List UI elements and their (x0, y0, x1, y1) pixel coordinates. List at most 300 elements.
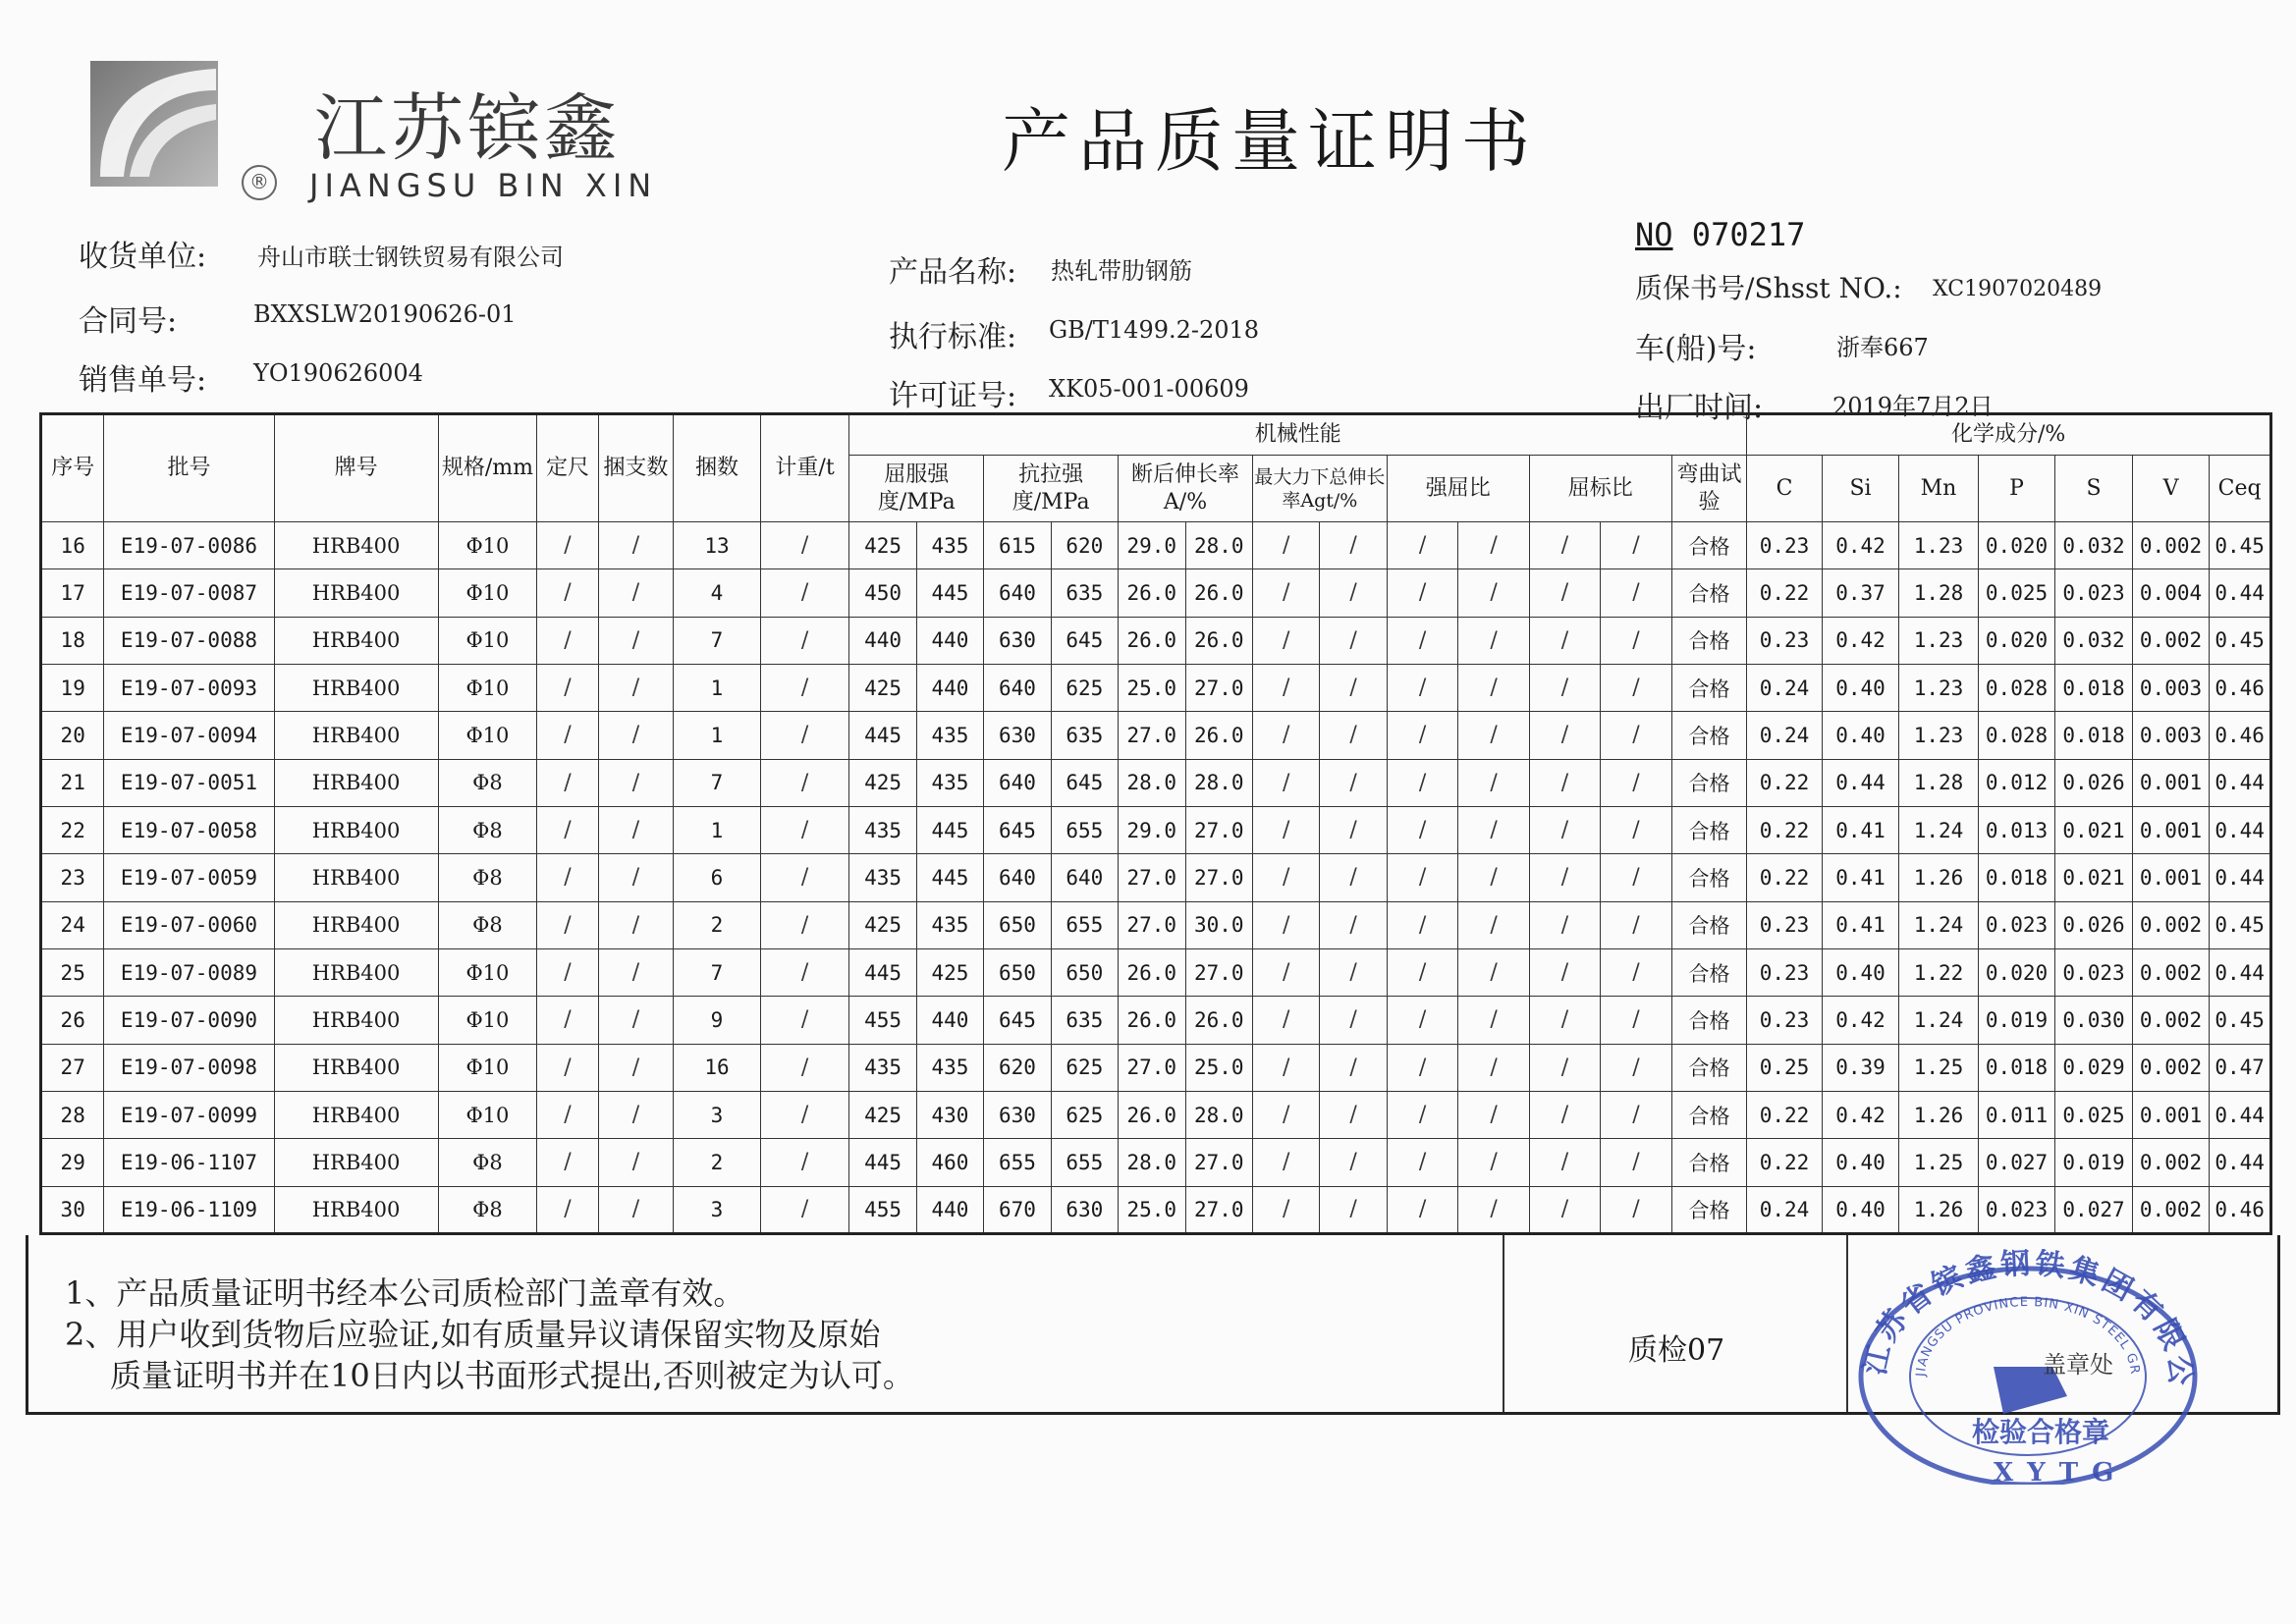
cell-si: 0.40 (1822, 948, 1899, 996)
cell-weight: / (760, 664, 849, 711)
cell-bend: 合格 (1671, 901, 1747, 948)
cell-per-bundle: / (598, 1139, 674, 1186)
cell-slash: / (1387, 901, 1457, 948)
cell-t2: 625 (1051, 1044, 1118, 1091)
cell-p: 0.018 (1978, 854, 2055, 901)
cell-per-bundle: / (598, 759, 674, 806)
cell-bundles: 7 (674, 617, 761, 664)
cell-batch: E19-07-0060 (104, 901, 274, 948)
cell-y2: 435 (916, 1044, 983, 1091)
table-row (41, 1186, 2271, 1233)
cell-slash: / (1529, 901, 1600, 948)
cell-mn: 1.25 (1899, 1044, 1979, 1091)
cell-mn: 1.26 (1899, 1186, 1979, 1233)
cell-c: 0.22 (1747, 1139, 1823, 1186)
table-row (41, 664, 2271, 711)
cell-v: 0.003 (2132, 712, 2210, 759)
cell-seq: 23 (41, 854, 104, 901)
license-label: 许可证号: (889, 379, 1017, 413)
cell-t2: 640 (1051, 854, 1118, 901)
cell-v: 0.002 (2132, 1044, 2210, 1091)
cell-s: 0.023 (2055, 948, 2133, 996)
cell-bundles: 3 (674, 1186, 761, 1233)
cell-y1: 435 (849, 806, 916, 853)
cell-c: 0.24 (1747, 1186, 1823, 1233)
cell-e2: 26.0 (1185, 569, 1252, 617)
cell-mn: 1.23 (1899, 522, 1979, 569)
cell-spec: Φ10 (438, 522, 537, 569)
cell-t1: 670 (984, 1186, 1051, 1233)
cell-e2: 28.0 (1185, 1091, 1252, 1138)
cell-t2: 635 (1051, 997, 1118, 1044)
ship-date-label: 出厂时间: (1635, 391, 1764, 425)
cell-bend: 合格 (1671, 948, 1747, 996)
cell-fixed-length: / (537, 1139, 598, 1186)
cell-slash: / (1458, 1091, 1529, 1138)
cell-e2: 27.0 (1185, 664, 1252, 711)
cell-weight: / (760, 997, 849, 1044)
cell-weight: / (760, 1044, 849, 1091)
cell-slash: / (1387, 806, 1457, 853)
header-weight: 计重/t (760, 414, 849, 522)
cell-y1: 455 (849, 997, 916, 1044)
cell-y1: 455 (849, 1186, 916, 1233)
cell-v: 0.001 (2132, 1091, 2210, 1138)
cell-slash: / (1320, 617, 1387, 664)
cell-spec: Φ10 (438, 617, 537, 664)
cell-spec: Φ8 (438, 1186, 537, 1233)
cell-slash: / (1387, 997, 1457, 1044)
cell-slash: / (1529, 759, 1600, 806)
header-fixed-length: 定尺 (537, 414, 598, 522)
cell-batch: E19-07-0087 (104, 569, 274, 617)
cell-e1: 27.0 (1119, 1044, 1185, 1091)
cell-slash: / (1601, 569, 1671, 617)
cell-t1: 640 (984, 569, 1051, 617)
cell-grade: HRB400 (274, 1044, 438, 1091)
cell-slash: / (1252, 1044, 1319, 1091)
cell-s: 0.021 (2055, 806, 2133, 853)
cell-e2: 27.0 (1185, 806, 1252, 853)
cell-slash: / (1529, 617, 1600, 664)
product-name-value: 热轧带肋钢筋 (1051, 257, 1192, 285)
cell-weight: / (760, 806, 849, 853)
cell-slash: / (1387, 948, 1457, 996)
cell-slash: / (1458, 948, 1529, 996)
cell-v: 0.001 (2132, 759, 2210, 806)
ship-date-value: 2019年7月2日 (1832, 393, 1994, 420)
cell-batch: E19-07-0086 (104, 522, 274, 569)
cell-fixed-length: / (537, 617, 598, 664)
cell-spec: Φ10 (438, 997, 537, 1044)
cell-spec: Φ8 (438, 854, 537, 901)
cell-slash: / (1252, 1186, 1319, 1233)
cell-batch: E19-07-0098 (104, 1044, 274, 1091)
cell-p: 0.025 (1978, 569, 2055, 617)
cell-slash: / (1529, 664, 1600, 711)
table-row (41, 806, 2271, 853)
cell-per-bundle: / (598, 617, 674, 664)
cell-grade: HRB400 (274, 569, 438, 617)
cell-e2: 26.0 (1185, 997, 1252, 1044)
cell-batch: E19-07-0059 (104, 854, 274, 901)
table-row (41, 1139, 2271, 1186)
cert-no-value: XC1907020489 (1933, 277, 2103, 301)
cell-slash: / (1458, 664, 1529, 711)
svg-text:江苏省镔鑫钢铁集团有限公司: 江苏省镔鑫钢铁集团有限公 (1857, 1249, 2198, 1390)
cell-p: 0.020 (1978, 948, 2055, 996)
cell-batch: E19-07-0088 (104, 617, 274, 664)
cell-batch: E19-06-1109 (104, 1186, 274, 1233)
cell-s: 0.027 (2055, 1186, 2133, 1233)
note-1: 1、产品质量证明书经本公司质检部门盖章有效。 (65, 1274, 745, 1312)
cell-spec: Φ8 (438, 901, 537, 948)
cell-per-bundle: / (598, 997, 674, 1044)
cell-weight: / (760, 617, 849, 664)
cell-per-bundle: / (598, 522, 674, 569)
cell-per-bundle: / (598, 1044, 674, 1091)
cell-bend: 合格 (1671, 712, 1747, 759)
table-row (41, 901, 2271, 948)
table-row (41, 948, 2271, 996)
cell-s: 0.032 (2055, 522, 2133, 569)
cell-slash: / (1529, 569, 1600, 617)
cell-grade: HRB400 (274, 664, 438, 711)
cell-t2: 655 (1051, 1139, 1118, 1186)
cell-e1: 29.0 (1119, 806, 1185, 853)
cell-si: 0.40 (1822, 1186, 1899, 1233)
license-value: XK05-001-00609 (1049, 375, 1249, 403)
cell-slash: / (1320, 569, 1387, 617)
cell-t2: 655 (1051, 806, 1118, 853)
cell-v: 0.003 (2132, 664, 2210, 711)
cell-bend: 合格 (1671, 854, 1747, 901)
cell-bundles: 2 (674, 901, 761, 948)
cell-spec: Φ10 (438, 948, 537, 996)
cell-spec: Φ8 (438, 759, 537, 806)
cell-v: 0.001 (2132, 854, 2210, 901)
cell-slash: / (1458, 522, 1529, 569)
cell-y1: 425 (849, 759, 916, 806)
cell-fixed-length: / (537, 854, 598, 901)
cell-slash: / (1458, 901, 1529, 948)
cell-si: 0.41 (1822, 854, 1899, 901)
cell-batch: E19-07-0093 (104, 664, 274, 711)
cell-fixed-length: / (537, 1186, 598, 1233)
cell-bundles: 1 (674, 712, 761, 759)
cell-e2: 27.0 (1185, 948, 1252, 996)
cell-slash: / (1529, 806, 1600, 853)
header-chemical: 化学成分/% (1747, 414, 2271, 456)
cell-slash: / (1320, 997, 1387, 1044)
cell-spec: Φ10 (438, 712, 537, 759)
cell-s: 0.029 (2055, 1044, 2133, 1091)
cell-t1: 630 (984, 712, 1051, 759)
sales-no-label: 销售单号: (79, 363, 207, 398)
note-2-continued: 质量证明书并在10日内以书面形式提出,否则被定为认可。 (110, 1357, 914, 1394)
product-name-label: 产品名称: (889, 255, 1017, 290)
cell-grade: HRB400 (274, 759, 438, 806)
cell-ceq: 0.46 (2210, 1186, 2271, 1233)
cell-bundles: 4 (674, 569, 761, 617)
cell-slash: / (1252, 759, 1319, 806)
cell-bend: 合格 (1671, 759, 1747, 806)
cell-slash: / (1458, 806, 1529, 853)
header-agt: 最大力下总伸长率Agt/% (1252, 456, 1387, 522)
cell-mn: 1.24 (1899, 997, 1979, 1044)
cell-v: 0.002 (2132, 1139, 2210, 1186)
cell-s: 0.026 (2055, 901, 2133, 948)
cell-per-bundle: / (598, 948, 674, 996)
cell-slash: / (1601, 617, 1671, 664)
cell-spec: Φ10 (438, 664, 537, 711)
cell-seq: 25 (41, 948, 104, 996)
cell-slash: / (1601, 806, 1671, 853)
cell-e2: 26.0 (1185, 712, 1252, 759)
cell-seq: 22 (41, 806, 104, 853)
cell-e1: 26.0 (1119, 997, 1185, 1044)
cell-p: 0.018 (1978, 1044, 2055, 1091)
header-bundles: 捆数 (674, 414, 761, 522)
cell-bundles: 9 (674, 997, 761, 1044)
cell-per-bundle: / (598, 901, 674, 948)
cell-v: 0.002 (2132, 617, 2210, 664)
header-yield-strength: 屈服强度/MPa (849, 456, 984, 522)
cell-spec: Φ10 (438, 569, 537, 617)
header-spec: 规格/mm (438, 414, 537, 522)
cell-slash: / (1601, 1186, 1671, 1233)
cell-bend: 合格 (1671, 617, 1747, 664)
cell-v: 0.002 (2132, 997, 2210, 1044)
header-mechanical: 机械性能 (849, 414, 1747, 456)
cell-bundles: 1 (674, 806, 761, 853)
cell-grade: HRB400 (274, 854, 438, 901)
cell-slash: / (1601, 948, 1671, 996)
cell-e2: 27.0 (1185, 854, 1252, 901)
cell-seq: 19 (41, 664, 104, 711)
cell-fixed-length: / (537, 997, 598, 1044)
cell-grade: HRB400 (274, 712, 438, 759)
header-seq: 序号 (41, 414, 104, 522)
cell-per-bundle: / (598, 1186, 674, 1233)
table-row (41, 617, 2271, 664)
document-number (1635, 216, 1805, 253)
cell-slash: / (1320, 901, 1387, 948)
cell-v: 0.004 (2132, 569, 2210, 617)
svg-text:XYTG: XYTG (1994, 1458, 2128, 1485)
cell-weight: / (760, 948, 849, 996)
cell-s: 0.032 (2055, 617, 2133, 664)
cell-si: 0.42 (1822, 522, 1899, 569)
cell-weight: / (760, 759, 849, 806)
cell-spec: Φ10 (438, 1044, 537, 1091)
cell-grade: HRB400 (274, 1091, 438, 1138)
cell-batch: E19-07-0051 (104, 759, 274, 806)
cell-c: 0.22 (1747, 569, 1823, 617)
cell-weight: / (760, 712, 849, 759)
contract-value: BXXSLW20190626-01 (253, 300, 517, 328)
cell-e2: 26.0 (1185, 617, 1252, 664)
cell-slash: / (1387, 569, 1457, 617)
cell-bundles: 3 (674, 1091, 761, 1138)
cell-slash: / (1601, 522, 1671, 569)
cell-slash: / (1320, 759, 1387, 806)
cell-slash: / (1252, 854, 1319, 901)
cell-si: 0.39 (1822, 1044, 1899, 1091)
cell-grade: HRB400 (274, 901, 438, 948)
cell-mn: 1.28 (1899, 569, 1979, 617)
cell-p: 0.020 (1978, 617, 2055, 664)
cell-mn: 1.26 (1899, 1091, 1979, 1138)
cell-y1: 445 (849, 948, 916, 996)
cell-fixed-length: / (537, 1091, 598, 1138)
header-yield-ratio: 屈标比 (1529, 456, 1671, 522)
cell-fixed-length: / (537, 712, 598, 759)
cell-slash: / (1387, 1091, 1457, 1138)
cell-mn: 1.24 (1899, 901, 1979, 948)
registered-mark-icon: ® (242, 165, 277, 200)
cell-e1: 27.0 (1119, 901, 1185, 948)
cell-s: 0.021 (2055, 854, 2133, 901)
vehicle-label: 车(船)号: (1635, 332, 1757, 366)
cell-grade: HRB400 (274, 1186, 438, 1233)
footer-divider (1503, 1235, 1504, 1412)
cell-weight: / (760, 901, 849, 948)
cell-bundles: 7 (674, 948, 761, 996)
cell-slash: / (1252, 617, 1319, 664)
cell-t1: 620 (984, 1044, 1051, 1091)
cell-y2: 445 (916, 806, 983, 853)
document-title: 产品质量证明书 (1002, 101, 1538, 182)
cell-c: 0.25 (1747, 1044, 1823, 1091)
cell-v: 0.002 (2132, 1186, 2210, 1233)
cell-t1: 640 (984, 854, 1051, 901)
header-si: Si (1822, 456, 1899, 522)
header-elongation: 断后伸长率A/% (1119, 456, 1253, 522)
cell-slash: / (1387, 854, 1457, 901)
header-strength-ratio: 强屈比 (1387, 456, 1529, 522)
cell-p: 0.020 (1978, 522, 2055, 569)
cell-slash: / (1529, 1186, 1600, 1233)
cell-slash: / (1320, 522, 1387, 569)
cell-e1: 26.0 (1119, 569, 1185, 617)
standard-value: GB/T1499.2-2018 (1049, 316, 1260, 344)
cell-slash: / (1252, 997, 1319, 1044)
cell-ceq: 0.44 (2210, 759, 2271, 806)
cell-e2: 28.0 (1185, 759, 1252, 806)
cell-fixed-length: / (537, 522, 598, 569)
cell-y1: 425 (849, 1091, 916, 1138)
cell-mn: 1.25 (1899, 1139, 1979, 1186)
cell-grade: HRB400 (274, 522, 438, 569)
cell-slash: / (1601, 664, 1671, 711)
cell-mn: 1.26 (1899, 854, 1979, 901)
cell-slash: / (1529, 712, 1600, 759)
cell-p: 0.023 (1978, 901, 2055, 948)
cell-s: 0.025 (2055, 1091, 2133, 1138)
cell-fixed-length: / (537, 759, 598, 806)
cell-s: 0.023 (2055, 569, 2133, 617)
cell-slash: / (1320, 664, 1387, 711)
cell-e1: 29.0 (1119, 522, 1185, 569)
company-name-en: JIANGSU BIN XIN (309, 167, 658, 204)
cell-p: 0.013 (1978, 806, 2055, 853)
cell-y1: 425 (849, 901, 916, 948)
cell-s: 0.018 (2055, 712, 2133, 759)
cell-y2: 440 (916, 664, 983, 711)
cell-e1: 27.0 (1119, 854, 1185, 901)
sales-no-value: YO190626004 (253, 359, 423, 387)
cell-seq: 21 (41, 759, 104, 806)
cell-weight: / (760, 1186, 849, 1233)
cell-t1: 630 (984, 1091, 1051, 1138)
cell-t2: 620 (1051, 522, 1118, 569)
header-s: S (2055, 456, 2133, 522)
cell-ceq: 0.45 (2210, 522, 2271, 569)
cell-weight: / (760, 1139, 849, 1186)
cell-slash: / (1252, 806, 1319, 853)
header-p: P (1978, 456, 2055, 522)
header-mn: Mn (1899, 456, 1979, 522)
company-name-cn: 江苏镔鑫 (314, 86, 621, 171)
cell-bend: 合格 (1671, 1139, 1747, 1186)
cell-slash: / (1458, 854, 1529, 901)
cell-y2: 460 (916, 1139, 983, 1186)
cell-y1: 445 (849, 712, 916, 759)
cell-t2: 645 (1051, 759, 1118, 806)
cell-grade: HRB400 (274, 617, 438, 664)
cell-seq: 26 (41, 997, 104, 1044)
cell-c: 0.23 (1747, 948, 1823, 996)
cell-bend: 合格 (1671, 522, 1747, 569)
cell-y1: 425 (849, 522, 916, 569)
cell-e1: 25.0 (1119, 664, 1185, 711)
cell-si: 0.37 (1822, 569, 1899, 617)
cell-p: 0.023 (1978, 1186, 2055, 1233)
cell-grade: HRB400 (274, 997, 438, 1044)
cell-grade: HRB400 (274, 806, 438, 853)
cell-mn: 1.23 (1899, 664, 1979, 711)
cell-p: 0.028 (1978, 664, 2055, 711)
cell-c: 0.24 (1747, 664, 1823, 711)
cell-v: 0.001 (2132, 806, 2210, 853)
header-bend-test: 弯曲试验 (1671, 456, 1747, 522)
cell-e2: 27.0 (1185, 1139, 1252, 1186)
cell-p: 0.019 (1978, 997, 2055, 1044)
cell-si: 0.44 (1822, 759, 1899, 806)
cell-mn: 1.23 (1899, 712, 1979, 759)
cell-slash: / (1320, 1091, 1387, 1138)
cell-si: 0.40 (1822, 664, 1899, 711)
header-batch: 批号 (104, 414, 274, 522)
cell-seq: 16 (41, 522, 104, 569)
cell-spec: Φ8 (438, 1139, 537, 1186)
cell-seq: 24 (41, 901, 104, 948)
cell-slash: / (1387, 1139, 1457, 1186)
cell-slash: / (1601, 997, 1671, 1044)
cell-slash: / (1529, 522, 1600, 569)
cell-si: 0.42 (1822, 617, 1899, 664)
cell-bend: 合格 (1671, 1044, 1747, 1091)
header-tensile-strength: 抗拉强度/MPa (984, 456, 1119, 522)
cell-ceq: 0.47 (2210, 1044, 2271, 1091)
table-row (41, 1044, 2271, 1091)
cell-si: 0.41 (1822, 806, 1899, 853)
cell-y1: 425 (849, 664, 916, 711)
cell-e2: 27.0 (1185, 1186, 1252, 1233)
cell-slash: / (1252, 522, 1319, 569)
cell-batch: E19-07-0099 (104, 1091, 274, 1138)
